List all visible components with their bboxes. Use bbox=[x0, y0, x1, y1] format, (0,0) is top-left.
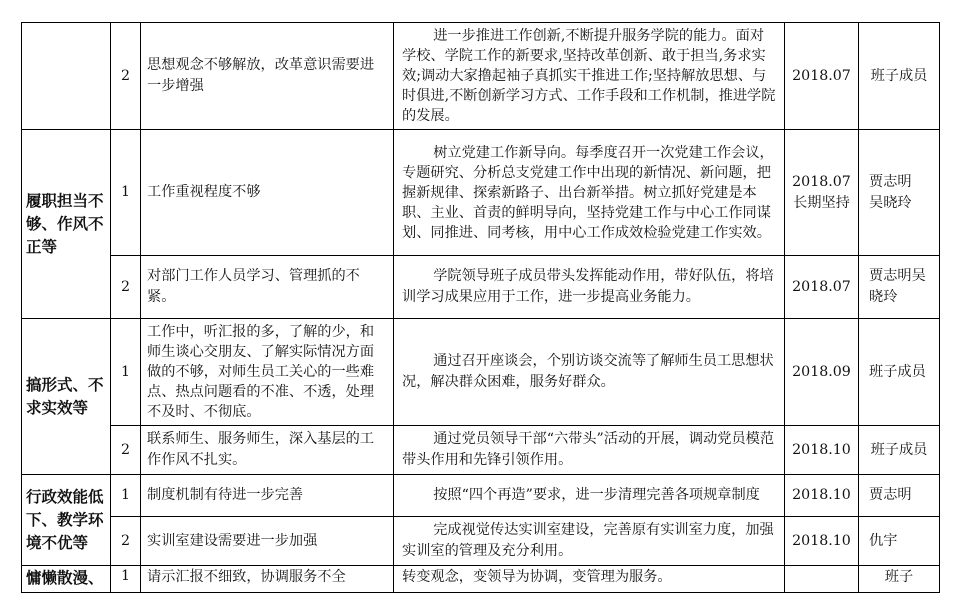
category-cell: 履职担当不够、作风不正等 bbox=[22, 130, 111, 319]
row-number: 2 bbox=[111, 517, 141, 566]
measure-cell: 树立党建工作新导向。每季度召开一次党建工作会议，专题研究、分析总支党建工作中出现的新情况、新问题，把握新规律、探索新路子、出台新举措。树立抓好党建是本职、主业、首责的鲜明导向，坚持党建工作与中心工作同谋划、同推进、同考核，用中心工作成效检验党建工作实效。 bbox=[394, 130, 785, 256]
deadline-cell: 2018.07 bbox=[785, 256, 859, 319]
row-number: 2 bbox=[111, 426, 141, 475]
responsible-cell: 贾志明 bbox=[859, 475, 940, 517]
measure-cell: 按照“四个再造”要求，进一步清理完善各项规章制度 bbox=[394, 475, 785, 517]
responsible-cell: 班子 bbox=[859, 566, 940, 593]
rectification-table bbox=[21, 22, 940, 593]
deadline-cell: 2018.10 bbox=[785, 426, 859, 475]
deadline-cell: 2018.07 bbox=[785, 23, 859, 130]
table-row bbox=[22, 426, 940, 475]
row-number: 1 bbox=[111, 475, 141, 517]
table-row bbox=[22, 319, 940, 426]
category-cell: 搞形式、不求实效等 bbox=[22, 319, 111, 475]
problem-cell: 思想观念不够解放，改革意识需要进一步增强 bbox=[141, 23, 394, 130]
problem-cell: 联系师生、服务师生，深入基层的工作作风不扎实。 bbox=[141, 426, 394, 475]
responsible-cell: 班子成员 bbox=[859, 23, 940, 130]
problem-cell: 制度机制有待进一步完善 bbox=[141, 475, 394, 517]
deadline-cell bbox=[785, 566, 859, 593]
problem-cell: 对部门工作人员学习、管理抓的不紧。 bbox=[141, 256, 394, 319]
row-number: 1 bbox=[111, 130, 141, 256]
deadline-cell: 2018.07长期坚持 bbox=[785, 130, 859, 256]
responsible-cell: 贾志明吴晓玲 bbox=[859, 256, 940, 319]
row-number: 1 bbox=[111, 319, 141, 426]
problem-cell: 请示汇报不细致，协调服务不全 bbox=[141, 566, 394, 593]
table-row bbox=[22, 475, 940, 517]
deadline-cell: 2018.10 bbox=[785, 517, 859, 566]
table-row bbox=[22, 256, 940, 319]
measure-cell: 通过党员领导干部“六带头”活动的开展，调动党员模范带头作用和先锋引领作用。 bbox=[394, 426, 785, 475]
measure-cell: 转变观念，变领导为协调，变管理为服务。 bbox=[394, 566, 785, 593]
responsible-cell: 班子成员 bbox=[859, 426, 940, 475]
table-row bbox=[22, 130, 940, 256]
responsible-cell: 贾志明 吴晓玲 bbox=[859, 130, 940, 256]
measure-cell: 通过召开座谈会，个别访谈交流等了解师生员工思想状况，解决群众困难，服务好群众。 bbox=[394, 319, 785, 426]
measure-cell: 学院领导班子成员带头发挥能动作用，带好队伍，将培训学习成果应用于工作，进一步提高业务能力。 bbox=[394, 256, 785, 319]
row-number: 1 bbox=[111, 566, 141, 593]
table-row bbox=[22, 517, 940, 566]
responsible-cell: 仇宇 bbox=[859, 517, 940, 566]
category-cell: 行政效能低下、教学环境不优等 bbox=[22, 475, 111, 566]
table-row bbox=[22, 23, 940, 130]
problem-cell: 实训室建设需要进一步加强 bbox=[141, 517, 394, 566]
problem-cell: 工作中，听汇报的多，了解的少，和师生谈心交朋友、了解实际情况方面做的不够，对师生员工关心的一些难点、热点问题看的不准、不透，处理不及时、不彻底。 bbox=[141, 319, 394, 426]
row-number: 2 bbox=[111, 23, 141, 130]
category-cell bbox=[22, 23, 111, 130]
deadline-cell: 2018.09 bbox=[785, 319, 859, 426]
category-cell: 慵懒散漫、 bbox=[22, 566, 111, 593]
table-row bbox=[22, 566, 940, 593]
deadline-cell: 2018.10 bbox=[785, 475, 859, 517]
measure-cell: 进一步推进工作创新,不断提升服务学院的能力。面对学校、学院工作的新要求,坚持改革创新、敢于担当,务求实效;调动大家撸起袖子真抓实干推进工作;坚持解放思想、与时俱进,不断创新学习方式、工作手段和工作机制，推进学院的发展。 bbox=[394, 23, 785, 130]
responsible-cell: 班子成员 bbox=[859, 319, 940, 426]
problem-cell: 工作重视程度不够 bbox=[141, 130, 394, 256]
row-number: 2 bbox=[111, 256, 141, 319]
measure-cell: 完成视觉传达实训室建设，完善原有实训室力度，加强实训室的管理及充分利用。 bbox=[394, 517, 785, 566]
